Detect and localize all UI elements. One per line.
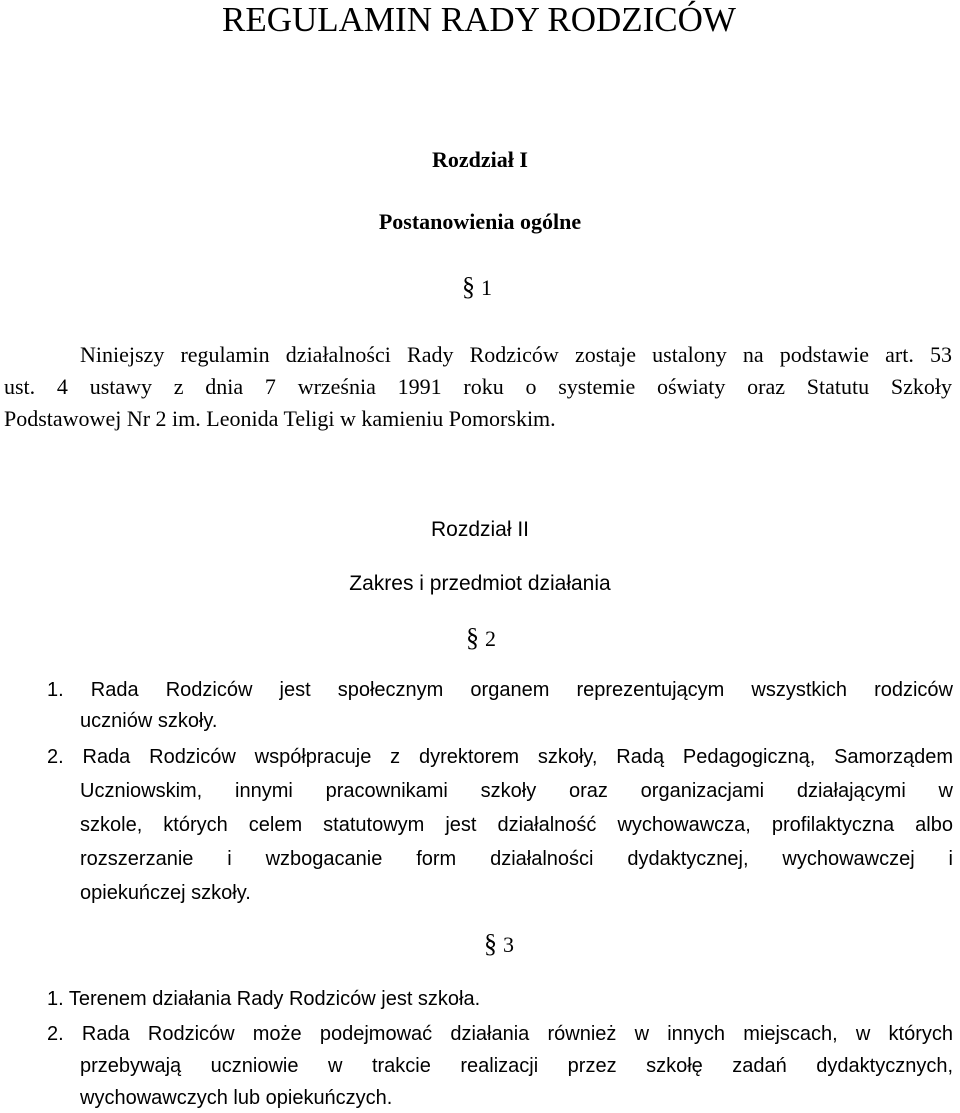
s2-point-2-line-5: opiekuńczej szkoły. [80,882,251,904]
s2-point-2-line-2: Uczniowskim, innymi pracownikami szkoły oraz organizacjami działającymi w [80,780,953,802]
section-3-number: 3 [503,932,514,957]
chapter-1-label: Rozdział I [432,147,528,172]
section-1-heading [462,273,492,302]
section-3-heading [484,930,514,959]
chapter-2-label: Rozdział II [430,518,530,541]
s3-point-2-line-2: przebywają uczniowie w trakcie realizacji przez szkołę zadań dydaktycznych, [80,1055,953,1077]
s2-point-2-line-3: szkole, których celem statutowym jest działalność wychowawcza, profilaktyczna albo [80,814,953,836]
s2-point-2-line-1: 2. Rada Rodziców współpracuje z dyrektorem szkoły, Radą Pedagogiczną, Samorządem [47,746,953,768]
section-1-number: 1 [481,275,492,300]
s3-point-1-line-1: 1. Terenem działania Rady Rodziców jest szkoła. [47,988,481,1010]
s2-point-1-line-1: 1. Rada Rodziców jest społecznym organem reprezentującym wszystkich rodziców [47,679,953,701]
s3-point-2-line-1: 2. Rada Rodziców może podejmować działania również w innych miejscach, w których [47,1023,953,1045]
intro-line-3: Podstawowej Nr 2 im. Leonida Teligi w kamieniu Pomorskim. [4,406,556,431]
chapter-1-subtitle: Postanowienia ogólne [378,209,582,234]
section-symbol: § [484,929,497,958]
section-2-number: 2 [485,626,496,651]
s2-point-1-line-2: uczniów szkoły. [80,710,218,732]
document-title: REGULAMIN RADY RODZICÓW [222,0,736,39]
intro-line-2: ust. 4 ustawy z dnia 7 września 1991 roku o systemie oświaty oraz Statutu Szkoły [4,374,952,399]
s2-point-2-line-4: rozszerzanie i wzbogacanie form działalności dydaktycznej, wychowawczej i [80,848,953,870]
section-symbol: § [462,272,475,301]
section-2-heading [466,624,496,653]
s3-point-2-line-3: wychowawczych lub opiekuńczych. [80,1087,393,1109]
chapter-2-subtitle: Zakres i przedmiot działania [349,572,611,595]
intro-line-1: Niniejszy regulamin działalności Rady Rodziców zostaje ustalony na podstawie art. 53 [80,342,952,367]
section-symbol: § [466,623,479,652]
